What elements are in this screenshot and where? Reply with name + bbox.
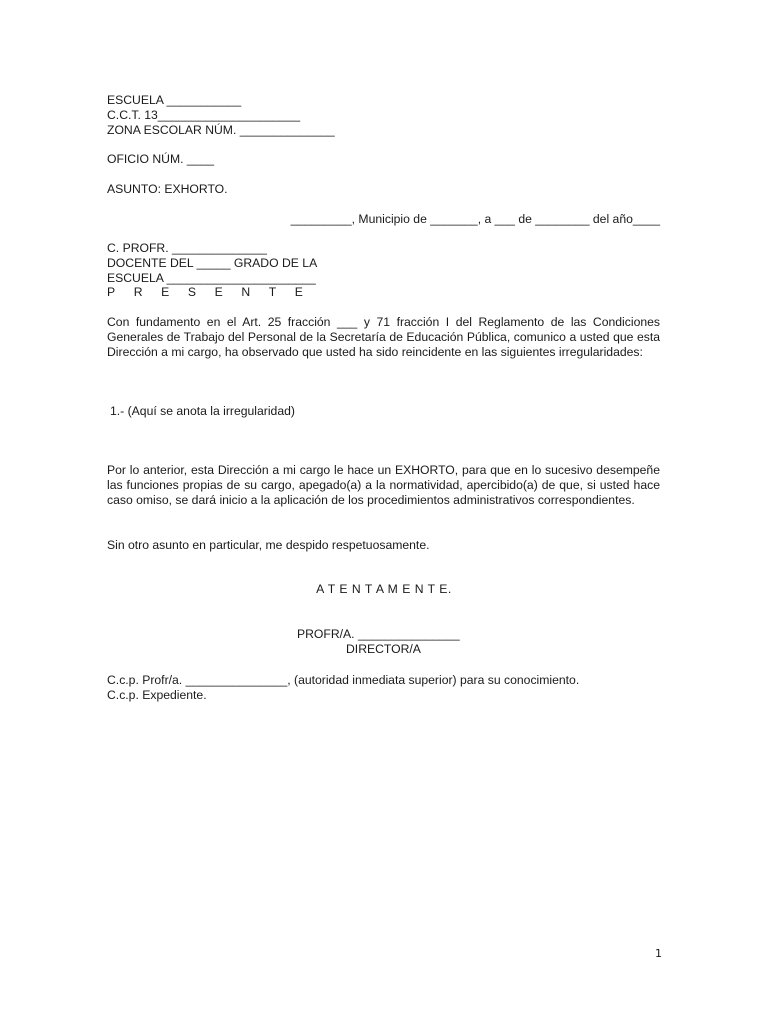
page-number: 1 (655, 947, 662, 960)
presente-letter: E (161, 285, 170, 299)
exhort-paragraph: Por lo anterior, esta Dirección a mi cargo le hace un EXHORTO, para que en lo sucesivo desempeñe las funciones propias de su cargo, apegado(a) a la normatividad, apercibido(a) de que, si usted hace caso omiso, se dará inicio a la aplicación de los procedimientos administrativos correspondientes. (107, 463, 660, 507)
school-line: ESCUELA ___________ (107, 93, 242, 107)
closing-line: Sin otro asunto en particular, me despido respetuosamente. (107, 538, 430, 552)
place-date-line: _________, Municipio de _______, a ___ de ________ del año____ (290, 212, 660, 226)
school-zone-line: ZONA ESCOLAR NÚM. ______________ (107, 123, 335, 137)
presente-letter: E (214, 285, 223, 299)
legal-basis-paragraph: Con fundamento en el Art. 25 fracción ___ y 71 fracción I del Reglamento de las Condiciones Generales de Trabajo del Personal de la Secretaría de Educación Pública, comunico a usted que esta Dirección a mi cargo, ha observado que usted ha sido reincidente en las siguientes irregularidades: (107, 315, 660, 359)
atentamente-line: A T E N T A M E N T E. (316, 582, 452, 596)
director-title: DIRECTOR/A (346, 642, 421, 656)
addressee-school-line: ESCUELA ______________________ (107, 271, 316, 285)
presente-letter: S (187, 285, 197, 299)
presente-letter: P (107, 285, 116, 299)
addressee-grade-line: DOCENTE DEL _____ GRADO DE LA (107, 256, 318, 270)
presente-line (107, 285, 303, 300)
presente-letter: T (268, 285, 277, 299)
office-number-line: OFICIO NÚM. ____ (107, 152, 215, 166)
presente-letter: E (294, 285, 303, 299)
signer-line: PROFR/A. _______________ (297, 627, 460, 641)
subject-line: ASUNTO: EXHORTO. (107, 182, 228, 196)
ccp-file-line: C.c.p. Expediente. (107, 688, 207, 702)
cct-line: C.C.T. 13_____________________ (107, 108, 301, 122)
addressee-name-line: C. PROFR. ______________ (107, 241, 267, 255)
presente-letter: N (241, 285, 251, 299)
presente-letter: R (133, 285, 143, 299)
ccp-superior-line: C.c.p. Profr/a. _______________, (autoridad inmediata superior) para su conocimiento. (107, 673, 580, 687)
irregularity-item: 1.- (Aquí se anota la irregularidad) (110, 404, 295, 418)
